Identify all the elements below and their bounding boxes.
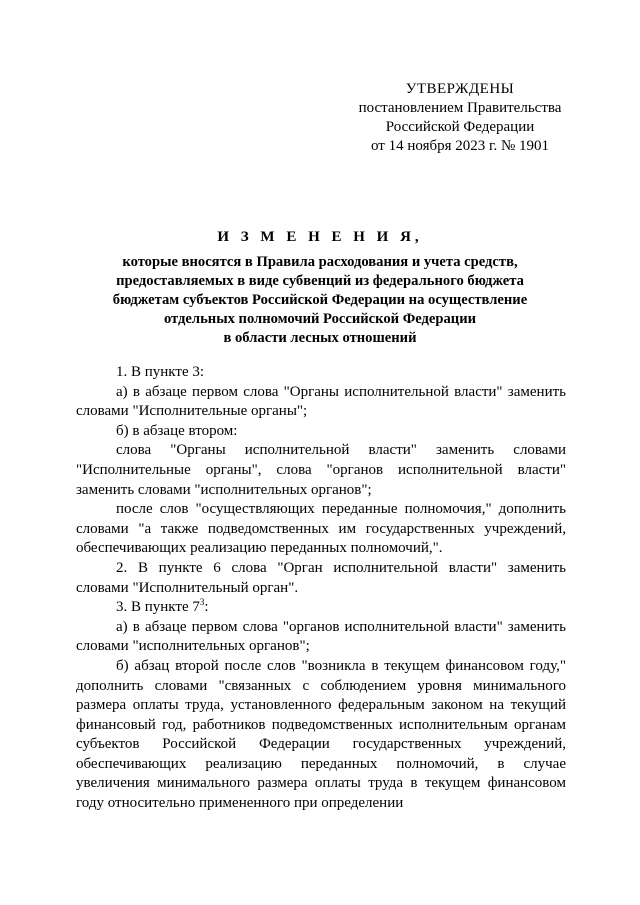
paragraph-item-1a: а) в абзаце первом слова "Органы исполнительной власти" заменить словами "Исполнительные органы"; — [76, 383, 566, 420]
paragraph-item-1: 1. В пункте 3: — [116, 364, 205, 380]
document-title: И З М Е Н Е Н И Я, — [217, 229, 423, 245]
paragraph-item-1b: б) в абзаце втором: — [116, 422, 238, 439]
paragraph-item-3a: а) в абзаце первом слова "органов исполнительной власти" заменить словами "исполнительных органов"; — [76, 618, 566, 655]
paragraph-item-3-text: 3. В пункте 7 — [116, 599, 200, 616]
paragraph-item-3b: б) абзац второй после слов "возникла в текущем финансовом году," дополнить словами "связанных с соблюдением уровня минимального размера оплаты труда, установленного федеральным законом на текущий финансовый год, работников подведомственных исполнительным органам субъектов Российской Федерации государственных учреждений, обеспечивающих реализацию переданных полномочий, в случае увеличения минимального размера оплаты труда в текущем финансовом году относительно примененного при определении — [76, 657, 566, 812]
approval-line-1: постановлением Правительства — [358, 100, 562, 116]
approval-heading: УТВЕРЖДЕНЫ — [405, 81, 515, 97]
document-subtitle-line: отдельных полномочий Российской Федерации — [163, 311, 477, 327]
document-subtitle-line: предоставляемых в виде субвенций из федерального бюджета — [116, 273, 524, 289]
paragraph-item-3 — [76, 598, 566, 618]
document-subtitle-line: которые вносятся в Правила расходования и учета средств, — [122, 254, 518, 270]
approval-stamp — [330, 80, 590, 156]
paragraph-item-2: 2. В пункте 6 слова "Орган исполнительной власти" заменить словами "Исполнительный орган". — [76, 559, 566, 596]
paragraph-item-3-colon: : — [204, 599, 209, 616]
document-subtitle-line: бюджетам субъектов Российской Федерации на осуществление — [112, 292, 528, 308]
document-subtitle-line: в области лесных отношений — [223, 330, 417, 346]
document-body — [76, 363, 566, 814]
approval-line-3: от 14 ноября 2023 г. № 1901 — [370, 138, 550, 154]
approval-line-2: Российской Федерации — [385, 119, 535, 135]
paragraph-item-1b-words: слова "Органы исполнительной власти" заменить словами "Исполнительные органы", слова "органов исполнительной власти" заменить словами "исполнительных органов"; — [76, 442, 566, 498]
paragraph-item-3-superscript: 3 — [199, 597, 205, 608]
paragraph-item-1b-after: после слов "осуществляющих переданные полномочия," дополнить словами "а также подведомственных им государственных учреждений, обеспечивающих реализацию переданных полномочий,". — [76, 501, 566, 557]
document-header — [60, 228, 580, 348]
